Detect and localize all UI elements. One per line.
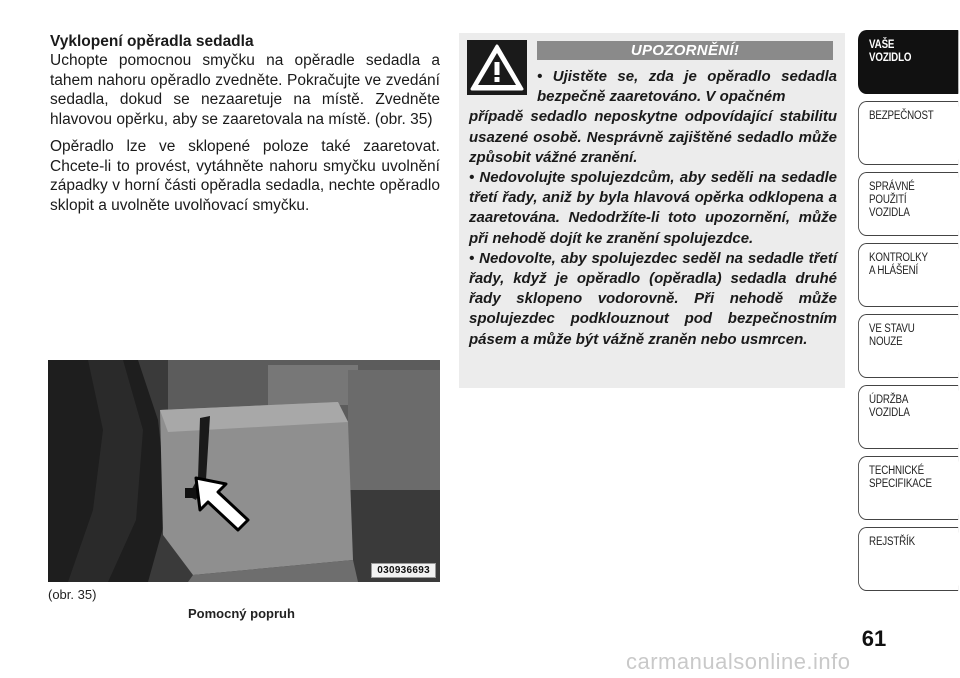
tab-label: TECHNICKÉ SPECIFIKACE: [869, 465, 932, 490]
warning-item-2: • Nedovolujte spolujezdcům, aby seděli na sedadle třetí řady, aniž by byla hlavová opěrka odklopena a zaaretována. Nedodržíte-li toto upozornění, může při nehodě dojít ke zranění spolujezdce.: [469, 169, 837, 247]
tab-label: ÚDRŽBA VOZIDLA: [869, 394, 910, 419]
warning-header: UPOZORNĚNÍ!: [537, 41, 833, 60]
figure-reference: (obr. 35): [48, 587, 97, 602]
tab-rejstrik[interactable]: [858, 527, 958, 591]
watermark-text: carmanualsonline.info: [626, 649, 851, 674]
main-text-column: [50, 32, 440, 215]
warning-item-3: • Nedovolte, aby spolujezdec seděl na sedadle třetí řady, když je opěradlo (opěradla) sedadla druhé řady sklopeno vodorovně. Při nehodě může spolujezdec podklouznout pod bezpečnostním pásem a může být vážně zraněn nebo usmrcen.: [469, 249, 837, 348]
tab-bezpecnost[interactable]: [858, 101, 958, 165]
tab-label: SPRÁVNÉ POUŽITÍ VOZIDLA: [869, 181, 915, 219]
section-title: Vyklopení opěradla sedadla: [50, 33, 254, 50]
tab-vase-vozidlo[interactable]: [858, 30, 958, 94]
tab-kontrolky[interactable]: [858, 243, 958, 307]
tab-spravne-pouziti[interactable]: [858, 172, 958, 236]
warning-item-1-rest: případě sedadlo neposkytne odpovídající stabilitu usazené osobě. Nesprávně zajištěné sedadlo může způsobit vážné zranění.: [469, 108, 837, 166]
tab-technicke-specifikace[interactable]: [858, 456, 958, 520]
tab-label: VE STAVU NOUZE: [869, 323, 915, 348]
figure-code: 030936693: [371, 563, 436, 578]
warning-item-1-lead: • Ujistěte se, zda je opěradlo sedadla bezpečně zaaretováno. V opačném: [537, 68, 837, 106]
tab-label: BEZPEČNOST: [869, 110, 934, 122]
tab-ve-stavu-nouze[interactable]: [858, 314, 958, 378]
tab-label: REJSTŘÍK: [869, 536, 915, 548]
paragraph-2: Opěradlo lze ve sklopené poloze také zaaretovat. Chcete-li to provést, vytáhněte nahoru smyčku uvolnění západky v horní části opěradla sedadla, nechte opěradlo sklopit a uvolněte uvolňovací smyčku.: [50, 138, 440, 214]
tab-udrzba[interactable]: [858, 385, 958, 449]
tab-label: KONTROLKY A HLÁŠENÍ: [869, 252, 928, 277]
warning-box: [459, 33, 845, 388]
chapter-tabs: [858, 30, 960, 598]
figure-photo: [48, 360, 440, 582]
page-number: 61: [861, 626, 887, 651]
figure-caption: Pomocný popruh: [188, 606, 295, 621]
paragraph-1: Uchopte pomocnou smyčku na opěradle sedadla a tahem nahoru opěradlo zvedněte. Pokračujte ve zvedání sedadla, dokud se nezaaretuje na místě. Zvedněte hlavovou opěrku, aby se zaaretovala na místě. (obr. 35): [50, 52, 440, 128]
warning-body: [469, 67, 837, 350]
seat-photo-illustration: [48, 360, 440, 582]
tab-label: VAŠE VOZIDLO: [869, 39, 912, 64]
